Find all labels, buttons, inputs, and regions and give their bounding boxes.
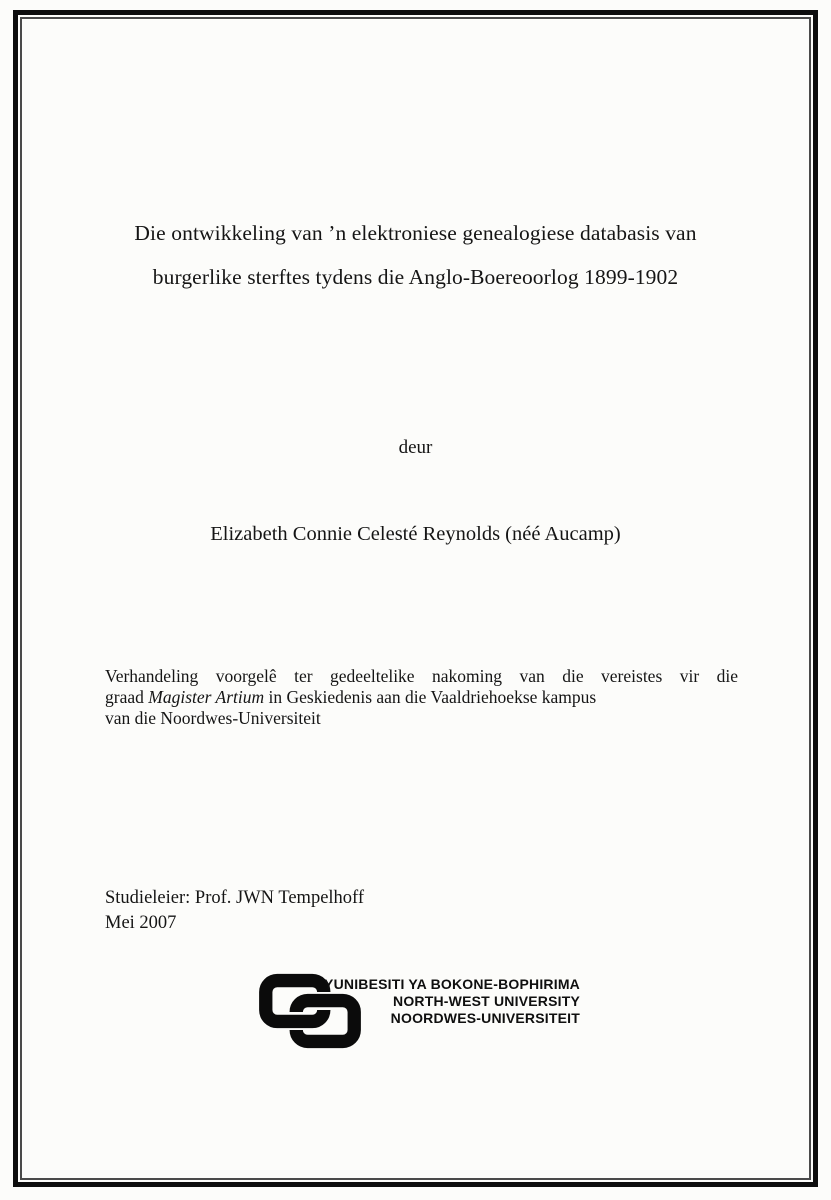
author-name: Elizabeth Connie Celesté Reynolds (néé Aucamp) [210, 523, 621, 545]
statement-line-1: Verhandeling voorgelê ter gedeeltelike nakoming van die vereistes vir die [105, 666, 738, 686]
statement-line-2 [105, 687, 738, 708]
university-logo [258, 970, 580, 1054]
logo-text-line-1: YUNIBESITI YA BOKONE-BOPHIRIMA [324, 976, 580, 992]
date-line: Mei 2007 [105, 913, 177, 933]
supervisor-line: Studieleier: Prof. JWN Tempelhoff [105, 888, 365, 908]
statement-line-2-prefix: graad [105, 687, 149, 707]
degree-name-italic: Magister Artium [148, 687, 265, 707]
thesis-title-line-1: Die ontwikkeling van ’n elektroniese genealogiese databasis van [134, 221, 697, 245]
logo-text-line-3: NOORDWES-UNIVERSITEIT [390, 1009, 580, 1026]
statement-line-3: van die Noordwes-Universiteit [105, 708, 321, 728]
byline-deur: deur [398, 437, 433, 458]
thesis-title-line-2: burgerlike sterftes tydens die Anglo-Boereoorlog 1899-1902 [152, 265, 679, 289]
logo-text-line-2: NORTH-WEST UNIVERSITY [393, 992, 580, 1009]
statement-line-2-suffix: in Geskiedenis aan die Vaaldriehoekse kampus [264, 687, 597, 707]
supervisor-and-date [105, 886, 364, 936]
university-logo-text [324, 976, 580, 1026]
submission-statement [105, 666, 738, 729]
thesis-title [60, 211, 771, 299]
